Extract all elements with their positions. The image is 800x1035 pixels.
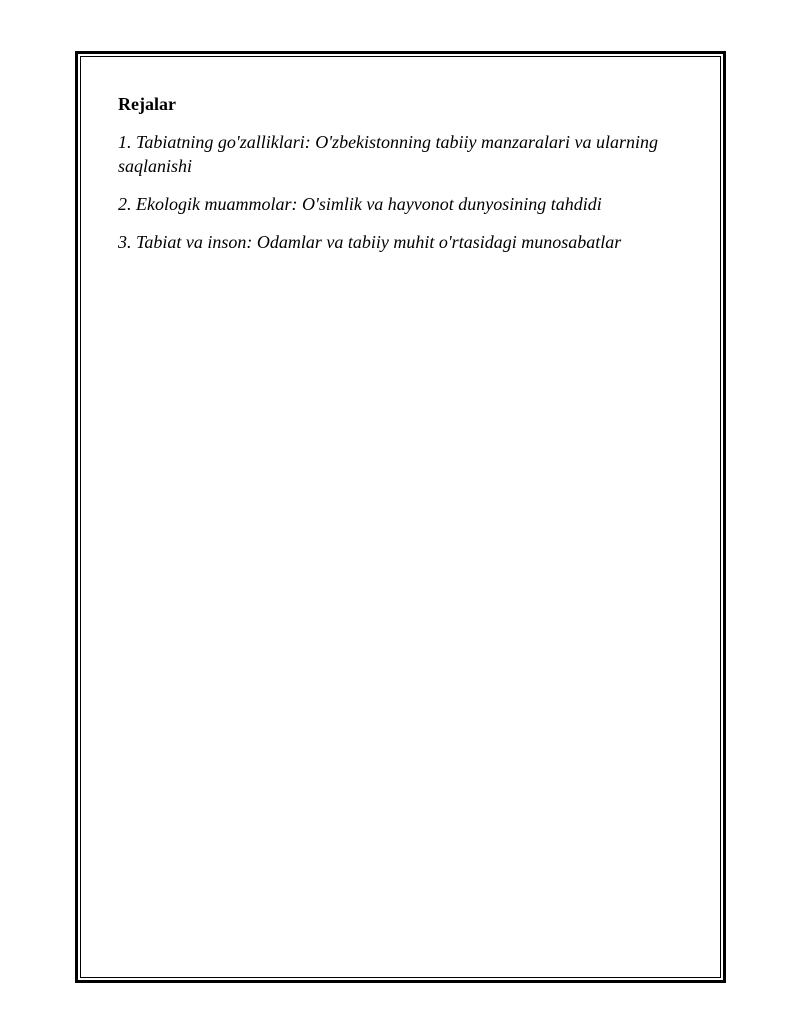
plan-item-3: 3. Tabiat va inson: Odamlar va tabiiy muhit o'rtasidagi munosabatlar [118,232,622,252]
plan-item-2: 2. Ekologik muammolar: O'simlik va hayvonot dunyosining tahdidi [118,194,602,214]
plan-heading: Rejalar [118,94,176,114]
page-content [118,92,688,268]
plan-item-1: 1. Tabiatning go'zalliklari: O'zbekistonning tabiiy manzaralari va ularning saqlanishi [118,132,659,176]
plan-list [118,130,688,254]
